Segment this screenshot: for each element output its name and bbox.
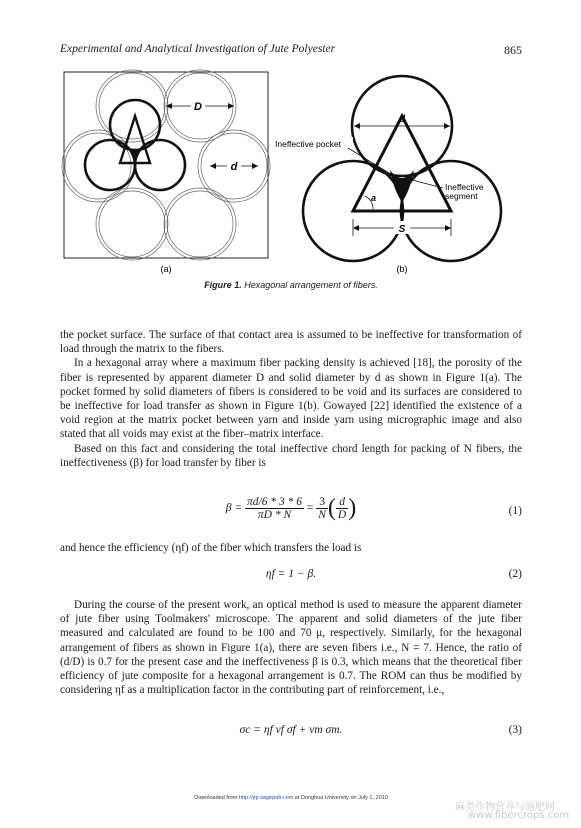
figure-1 (60, 66, 522, 281)
eq1-fraction-3: $\frac{d}{D}$ (337, 496, 347, 521)
figure-1-drawing (60, 66, 522, 276)
body-block-3 (60, 598, 522, 697)
eq1-lhs: β = (225, 502, 243, 515)
page-number: 865 (504, 43, 522, 57)
label-a: a (371, 193, 377, 203)
paragraph-5: During the course of the present work, an optical method is used to measure the apparent diameter of jute fiber using Toolmakers' microscope. The apparent and solid diameters of the jute fiber measured and calculated are found to be 100 and 70 μ, respectively. Similarly, for the hexagonal arrangement of fibers as shown in Figure 1(a), there are seven fibers i.e., N = 7. Hence, the ratio of (d/D) is 0.7 for the present case and the ineffectiveness β is 0.3, which means that the theoretical fiber efficiency of jute composite for a hexagonal arrangement is 0.7. The ROM can thus be modified by considering ηf as a multiplication factor in the contributing part of reinforcement, i.e., (60, 599, 522, 697)
eq2-number: (2) (508, 568, 522, 580)
paragraph-3: Based on this fact and considering the total ineffective chord length for packing of N fibers, the ineffectiveness (β) for load transfer by fiber is (60, 442, 522, 469)
figure-caption (60, 280, 522, 290)
label-ineffective-pocket: Ineffective pocket (275, 139, 341, 149)
figure-caption-text: Hexagonal arrangement of fibers. (244, 280, 378, 290)
paragraph-4: and hence the efficiency (ηf) of the fiber which transfers the load is (60, 542, 362, 554)
download-footer: Downloaded from http://jrp.sagepub.com at Donghua University on July 1, 2010 (194, 795, 388, 801)
panel-a (62, 70, 270, 274)
eq2-expression: ηf = 1 − β. (265, 568, 317, 580)
watermark-line-2: www.fibercrops.com (468, 810, 570, 821)
paragraph-1: the pocket surface. The surface of that contact area is assumed to be ineffective for transformation of load through the matrix to the fibers. (60, 329, 522, 356)
equation-3 (60, 724, 522, 740)
sublabel-b: (b) (396, 264, 408, 274)
running-header (60, 43, 522, 55)
sublabel-a: (a) (160, 264, 172, 274)
body-block-2 (60, 541, 522, 555)
running-title: Experimental and Analytical Investigation of Jute Polyester (60, 43, 336, 55)
label-d-b: d (398, 114, 406, 125)
eq1-number: (1) (508, 505, 522, 517)
paragraph-2: In a hexagonal array where a maximum fiber packing density is achieved [18], the porosity of the fiber is represented by apparent diameter D and solid diameter by d as shown in Figure 1(a). The pocket formed by solid diameters of fibers is considered to be void and its surfaces are considered to be ineffective for load transfer as shown in Figure 1(b). Gowayed [22] identified the existence of a void region at the matrix pocket between yarn and inside yarn using micrographic image and also stated that all voids may exist at the fiber–matrix interface. (60, 357, 522, 441)
equation-1: β = $\frac{\pi d/6 * 3 * 6}{\pi D * N}$ = $\frac{3}{N}$ ( $\frac{d}{D}$ ) (1) (225, 495, 522, 521)
body-block-1 (60, 328, 522, 470)
eq3-expression: σc = ηf vf σf + vm σm. (239, 724, 343, 736)
figure-caption-label: Figure 1. (204, 280, 242, 290)
panel-b (273, 76, 501, 274)
eq1-fraction-1: $\frac{\pi d/6 * 3 * 6}{\pi D * N}$ (247, 496, 302, 521)
watermark-line-1: 麻类作物营养与施肥网 (455, 802, 555, 813)
equation-2 (60, 568, 522, 584)
label-ineffective-segment-2: segment (445, 191, 478, 201)
label-D: D (194, 101, 202, 113)
eq1-fraction-2: $\frac{3}{N}$ (318, 496, 326, 521)
label-d-a: d (230, 161, 238, 173)
footer-link[interactable]: http://jrp.sagepub.com (238, 795, 294, 801)
label-ineffective-segment-1: Ineffective (445, 182, 484, 192)
eq3-number: (3) (508, 724, 522, 736)
label-S: S (398, 224, 406, 235)
